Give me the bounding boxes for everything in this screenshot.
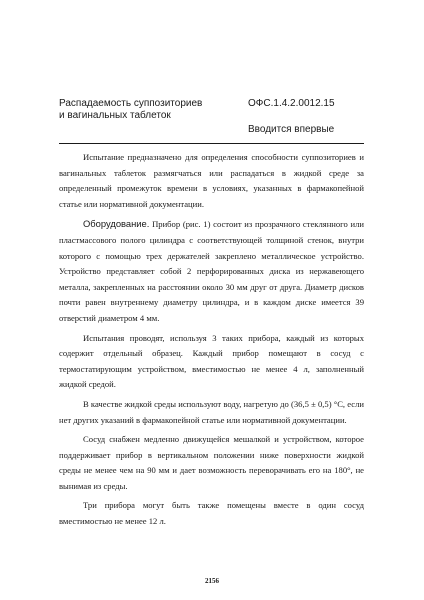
title-line-1: Распадаемость суппозиториев — [59, 98, 203, 109]
paragraph-medium: В качестве жидкой среды используют воду, нагретую до (36,5 ± 0,5) °С, если нет других указаний в фармакопейной статье или нормативной документации. — [59, 398, 364, 425]
paragraph-purpose: Испытание предназначено для определения способности суппозиториев и вагинальных таблеток размягчаться или распадаться в жидкой среде за определенный промежуток времени в условиях, указанных в фармакопейной статье или нормативной документации. — [59, 152, 364, 209]
monograph-code: ОФС.1.4.2.0012.15 — [248, 98, 335, 109]
paragraph-three-devices: Три прибора могут быть также помещены вместе в один сосуд вместимостью не менее 12 л. — [59, 500, 364, 527]
title-line-2: и вагинальных таблеток — [59, 110, 171, 121]
equipment-heading: Оборудование. — [83, 218, 150, 230]
page-number: 2156 — [205, 577, 219, 585]
monograph-status: Вводится впервые — [248, 124, 335, 135]
paragraph-procedure: Испытания проводят, используя 3 таких прибора, каждый из которых содержит отдельный образец. Каждый прибор помещают в сосуд с термостатирующим устройством, вместимостью не менее 4 л, заполненный жидкой средой. — [59, 332, 364, 390]
paragraph-vessel: Сосуд снабжен медленно движущейся мешалкой и устройством, которое поддерживает прибор в вертикальном положении ниже поверхности жидкой среды не менее чем на 90 мм и дает возможность переворачивать его на 180°, не вынимая из среды. — [59, 434, 364, 491]
body-text — [59, 150, 364, 534]
header-divider — [59, 143, 364, 144]
monograph-title — [59, 98, 239, 122]
paragraph-equipment: Оборудование. Прибор (рис. 1) состоит из прозрачного стеклянного или пластмассового полого цилиндра с соответствующей толщиной стенок, внутри которого с помощью трех держателей закреплено металлическое устройство. Устройство представляет собой 2 перфорированных диска из нержавеющего металла, закрепленных на расстоянии около 30 мм друг от друга. Диаметр дисков почти равен внутреннему диаметру цилиндра, и в каждом диске имеется 39 отверстий диаметром 4 мм. — [59, 218, 364, 323]
